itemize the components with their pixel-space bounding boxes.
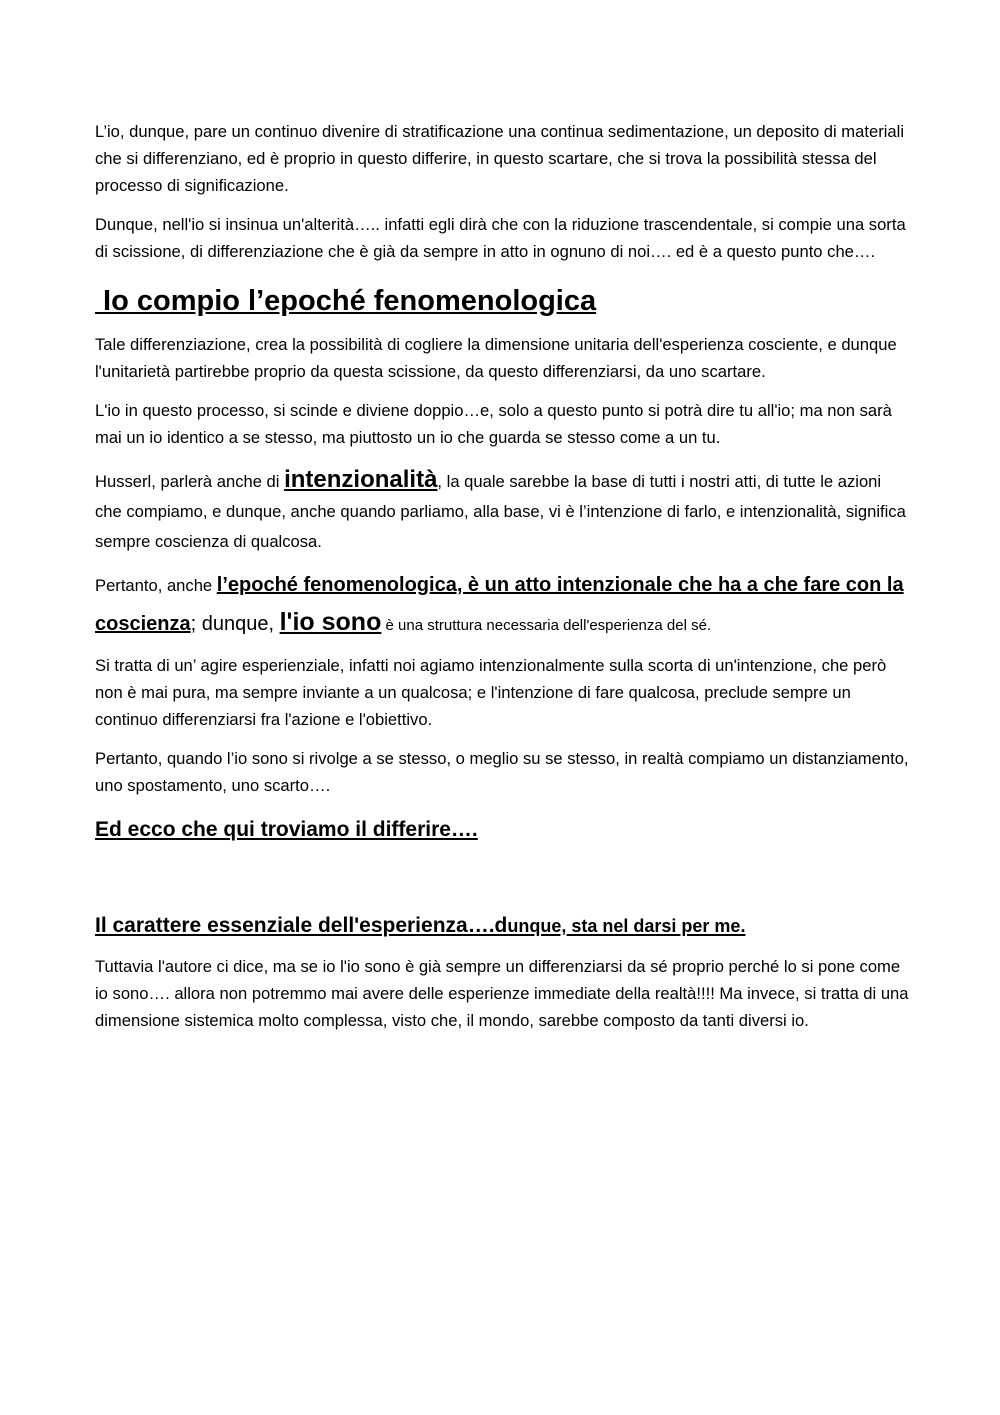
heading-carattere-emphasis: Il carattere essenziale dell'esperienza….d bbox=[95, 914, 508, 937]
document-page bbox=[95, 118, 910, 1034]
paragraph-6-intro: Pertanto, anche bbox=[95, 576, 217, 595]
heading-epoche: Io compio l’epoché fenomenologica bbox=[95, 285, 597, 317]
emphasis-intenzionalita: intenzionalità bbox=[284, 466, 438, 493]
paragraph-6-mid: ; dunque, bbox=[190, 613, 280, 635]
paragraph-6 bbox=[95, 567, 910, 644]
paragraph-5-intro: Husserl, parlerà anche di bbox=[95, 472, 285, 491]
paragraph-3: Tale differenziazione, crea la possibilità di cogliere la dimensione unitaria dell'esperienza cosciente, e dunque l'unitarietà partirebbe proprio da questa scissione, da questo differenziarsi, da uno scartare. bbox=[95, 335, 897, 381]
paragraph-1: L’io, dunque, pare un continuo divenire di stratificazione una continua sedimentazione, un deposito di materiali che si differenziano, ed è proprio in questo differire, in questo scartare, che si trova la possibilità stessa del processo di significazione. bbox=[95, 122, 905, 195]
paragraph-5-rest: , la quale sarebbe la base di tutti i nostri atti, di tutte le azioni che compiamo, e dunque, anche quando parliamo, alla base, vi è l’intenzione di farlo, e intenzionalità, significa sempre coscienza di qualcosa. bbox=[95, 472, 906, 551]
emphasis-epoche-atto: l’epoché fenomenologica, è un atto intenzionale che ha a che fare con la coscienza bbox=[95, 574, 904, 635]
heading-carattere bbox=[95, 911, 910, 941]
paragraph-9: Tuttavia l'autore ci dice, ma se io l'io sono è già sempre un differenziarsi da sé proprio perché lo si pone come io sono…. allora non potremmo mai avere delle esperienze immediate della realtà!!!! Ma invece, si tratta di una dimensione sistemica molto complessa, visto che, il mondo, sarebbe composto da tanti diversi io. bbox=[95, 957, 909, 1030]
paragraph-4: L'io in questo processo, si scinde e diviene doppio…e, solo a questo punto si potrà dire tu all'io; ma non sarà mai un io identico a se stesso, ma piuttosto un io che guarda se stesso come a un tu. bbox=[95, 401, 892, 447]
paragraph-6-rest: è una struttura necessaria dell'esperienza del sé. bbox=[381, 617, 712, 634]
heading-differire: Ed ecco che qui troviamo il differire…. bbox=[95, 818, 478, 841]
paragraph-2: Dunque, nell'io si insinua un'alterità….. infatti egli dirà che con la riduzione trascendentale, si compie una sorta di scissione, di differenziazione che è già da sempre in atto in ognuno di noi…. ed è a questo punto che…. bbox=[95, 215, 906, 261]
heading-carattere-rest: unque, sta nel darsi per me. bbox=[507, 916, 746, 936]
paragraph-7: Si tratta di un’ agire esperienziale, infatti noi agiamo intenzionalmente sulla scorta di un'intenzione, che però non è mai pura, ma sempre inviante a un qualcosa; e l'intenzione di fare qualcosa, preclude sempre un continuo differenziarsi fra l'azione e l'obiettivo. bbox=[95, 656, 887, 729]
paragraph-8: Pertanto, quando l’io sono si rivolge a se stesso, o meglio su se stesso, in realtà compiamo un distanziamento, uno spostamento, uno scarto…. bbox=[95, 749, 909, 795]
emphasis-io-sono: l'io sono bbox=[279, 608, 382, 636]
paragraph-5 bbox=[95, 465, 910, 557]
